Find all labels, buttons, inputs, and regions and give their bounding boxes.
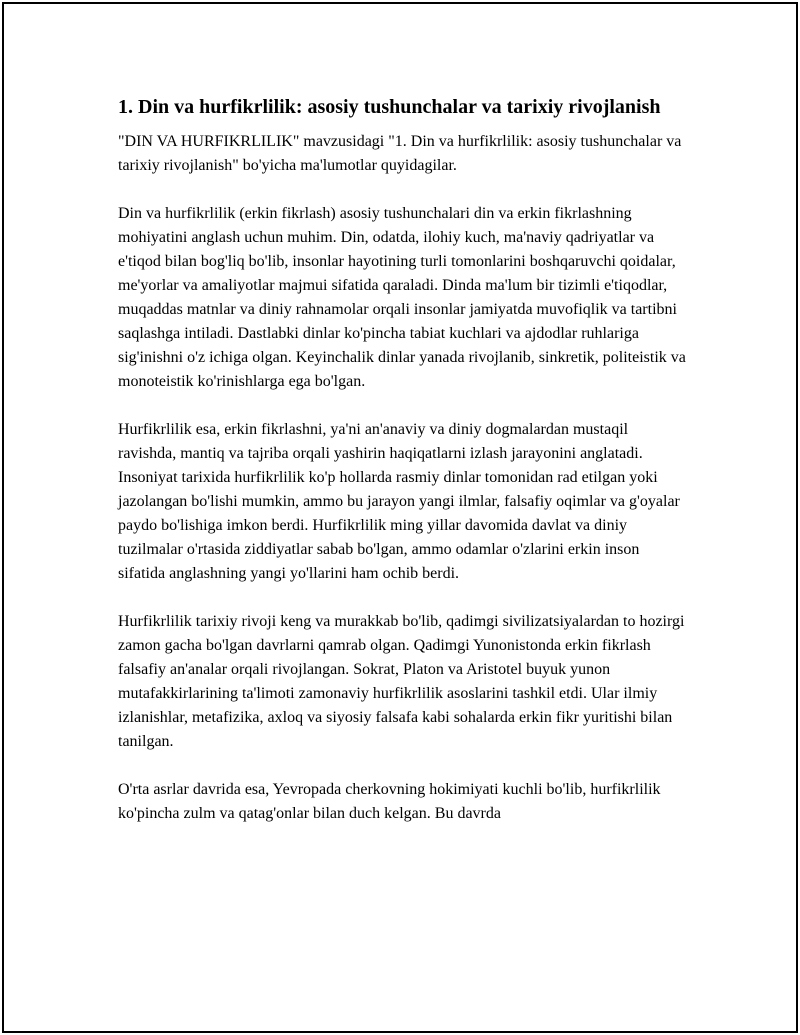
section-heading: 1. Din va hurfikrlilik: asosiy tushunchalar va tarixiy rivojlanish xyxy=(118,96,661,118)
intro-paragraph: "DIN VA HURFIKRLILIK" mavzusidagi "1. Din va hurfikrlilik: asosiy tushunchalar va tarixiy rivojlanish" bo'yicha ma'lumotlar quyidagilar. xyxy=(118,133,682,174)
document-body xyxy=(118,92,688,826)
body-paragraph-4: O'rta asrlar davrida esa, Yevropada cherkovning hokimiyati kuchli bo'lib, hurfikrlilik ko'pincha zulm va qatag'onlar bilan duch kelgan. Bu davrda xyxy=(118,781,661,822)
body-paragraph-3: Hurfikrlilik tarixiy rivoji keng va murakkab bo'lib, qadimgi sivilizatsiyalardan to hozirgi zamon gacha bo'lgan davrlarni qamrab olgan. Qadimgi Yunonistonda erkin fikrlash falsafiy an'analar orqali rivojlangan. Sokrat, Platon va Aristotel buyuk yunon mutafakkirlarining ta'limoti zamonaviy hurfikrlilik asoslarini tashkil etdi. Ular ilmiy izlanishlar, metafizika, axloq va siyosiy falsafa kabi sohalarda erkin fikr yuritishi bilan tanilgan. xyxy=(118,613,685,750)
body-paragraph-2: Hurfikrlilik esa, erkin fikrlashni, ya'ni an'anaviy va diniy dogmalardan mustaqil ravishda, mantiq va tajriba orqali yashirin haqiqatlarni izlash jarayonini anglatadi. Insoniyat tarixida hurfikrlilik ko'p hollarda rasmiy dinlar tomonidan rad etilgan yoki jazolangan bo'lishi mumkin, ammo bu jarayon yangi ilmlar, falsafiy oqimlar va g'oyalar paydo bo'lishiga imkon berdi. Hurfikrlilik ming yillar davomida davlat va diniy tuzilmalar o'rtasida ziddiyatlar sabab bo'lgan, ammo odamlar o'zlarini erkin inson sifatida anglashning yangi yo'llarini ham ochib berdi. xyxy=(118,421,680,582)
body-paragraph-1: Din va hurfikrlilik (erkin fikrlash) asosiy tushunchalari din va erkin fikrlashning mohiyatini anglash uchun muhim. Din, odatda, ilohiy kuch, ma'naviy qadriyatlar va e'tiqod bilan bog'liq bo'lib, insonlar hayotining turli tomonlarini boshqaruvchi qoidalar, me'yorlar va amaliyotlar majmui sifatida qaraladi. Dinda ma'lum bir tizimli e'tiqodlar, muqaddas matnlar va diniy rahnamolar orqali insonlar jamiyatda muvofiqlik va tartibni saqlashga intiladi. Dastlabki dinlar ko'pincha tabiat kuchlari va ajdodlar ruhlariga sig'inishni o'z ichiga olgan. Keyinchalik dinlar yanada rivojlanib, sinkretik, politeistik va monoteistik ko'rinishlarga ega bo'lgan. xyxy=(118,205,686,390)
